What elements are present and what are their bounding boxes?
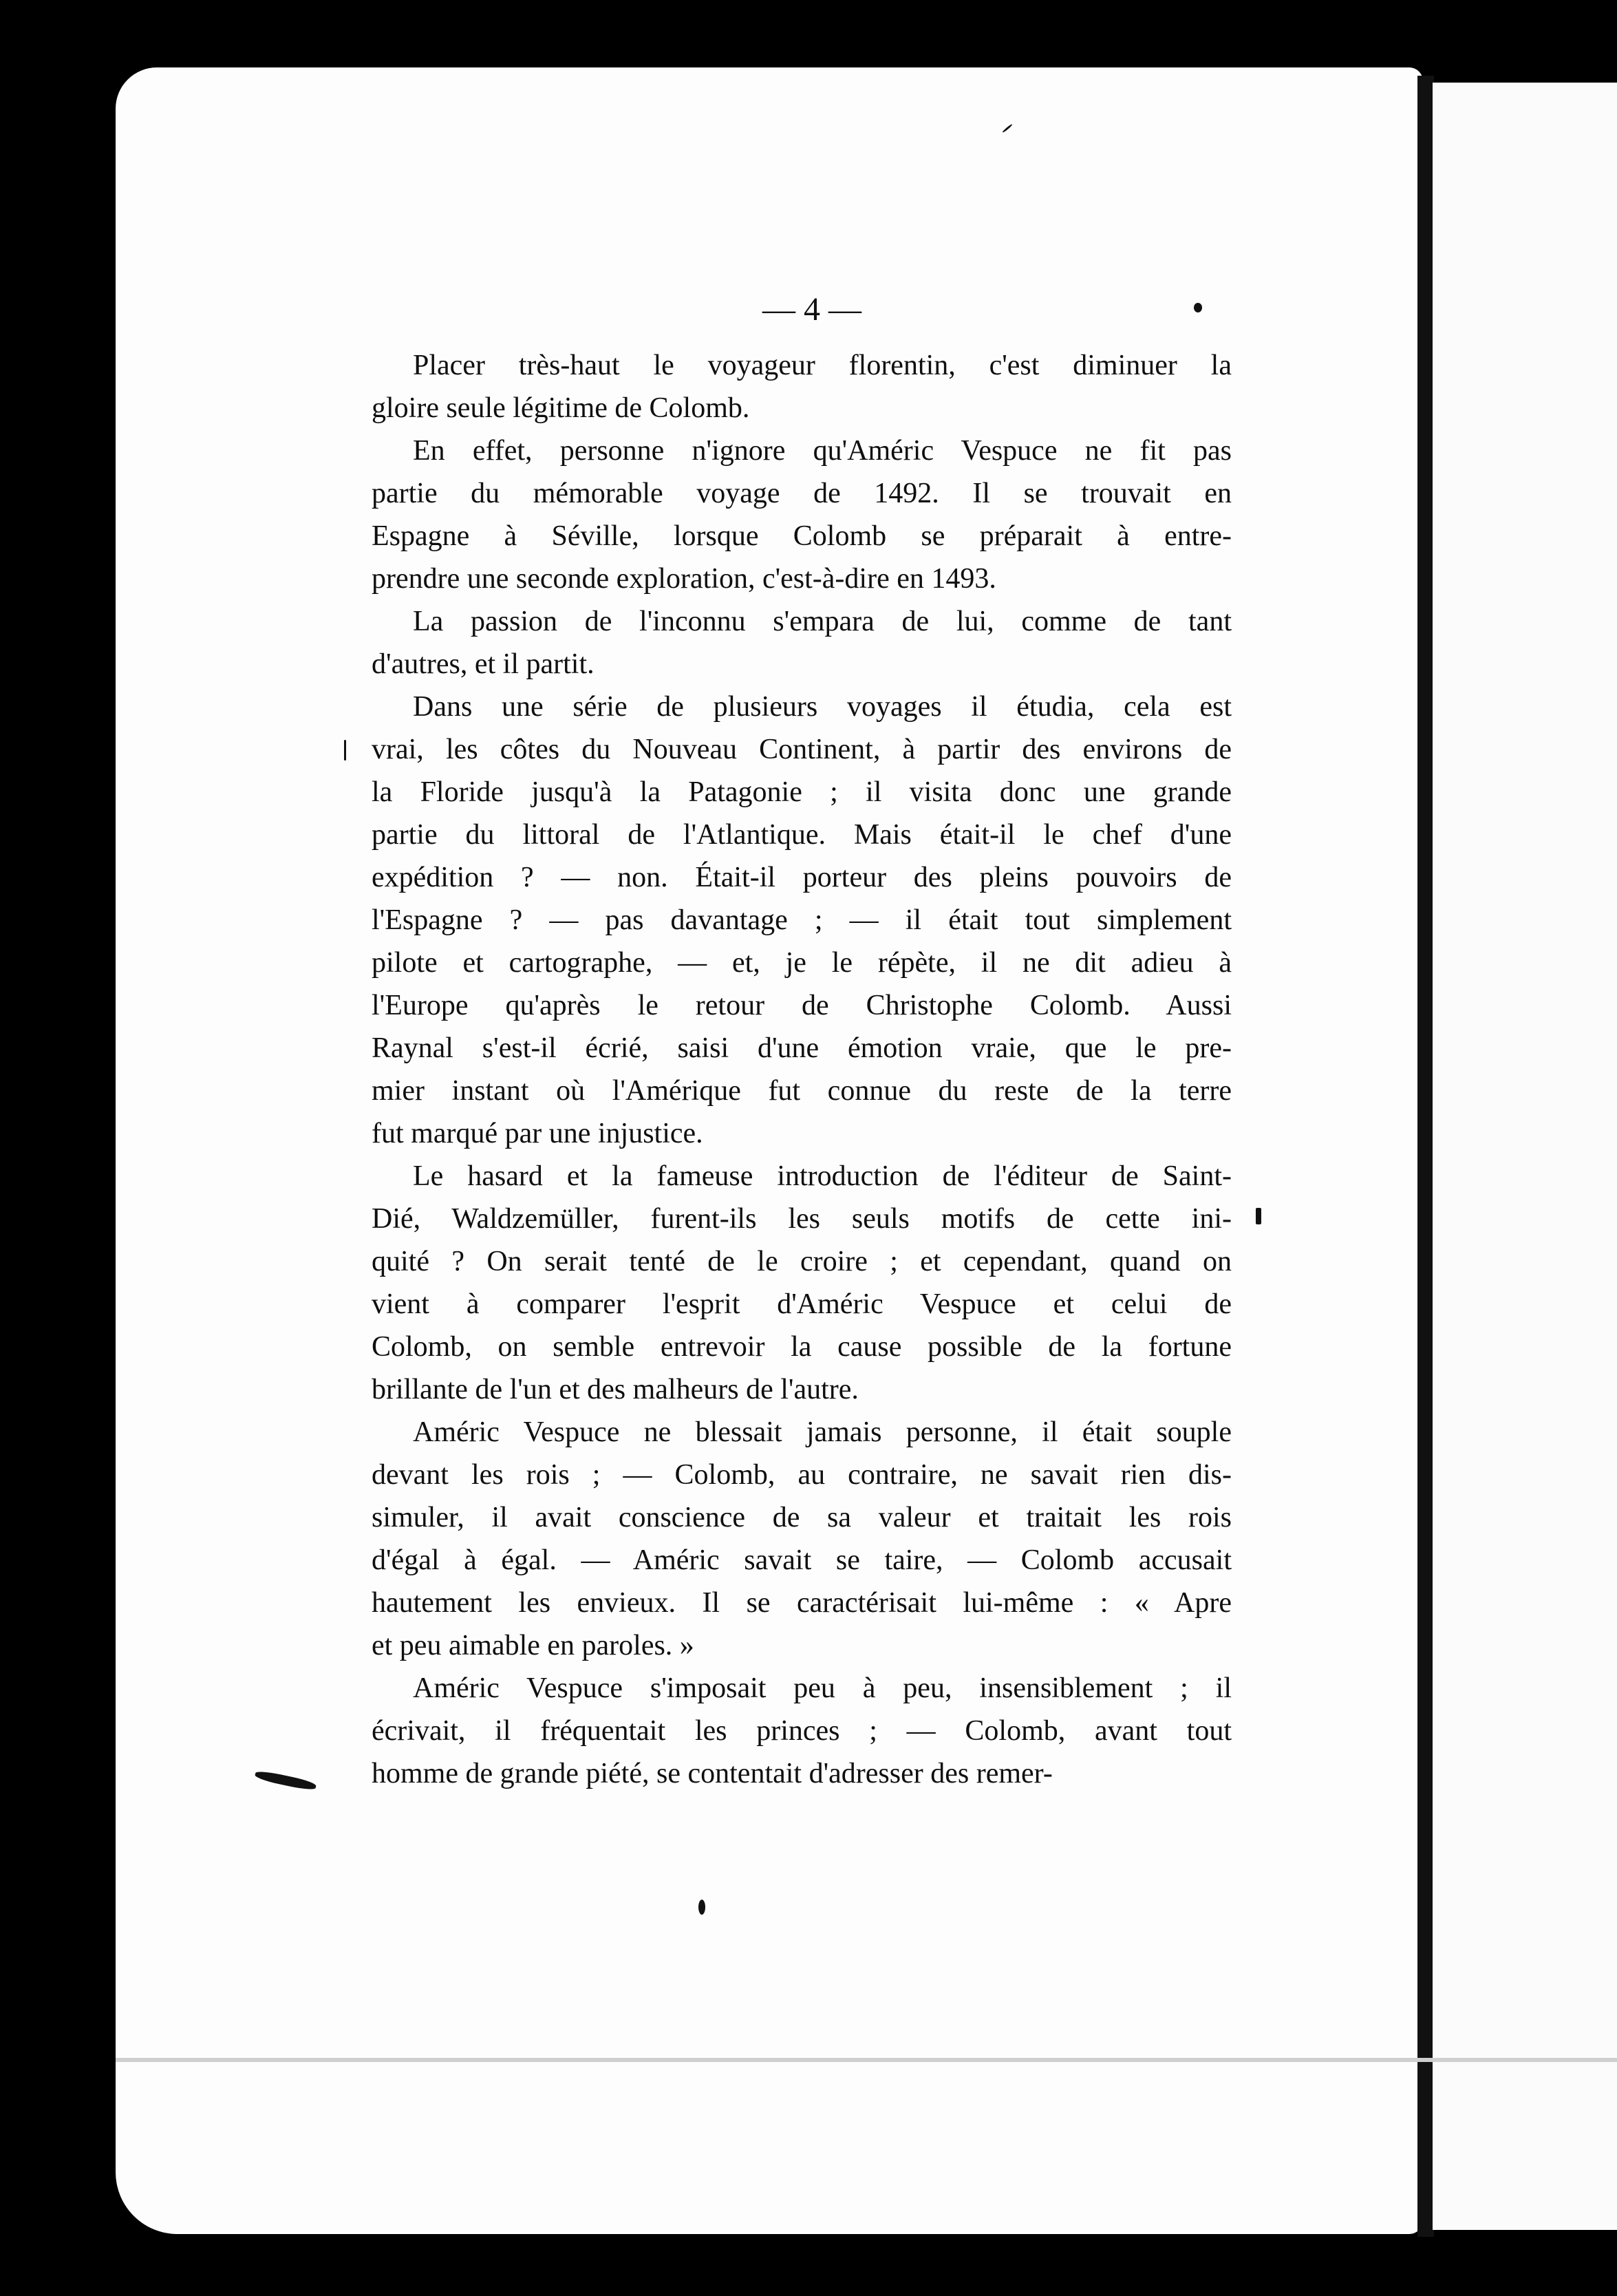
paragraph — [372, 1155, 1232, 1411]
text-line: prendre une seconde exploration, c'est-à-dire en 1493. — [372, 563, 996, 595]
text-line: et peu aimable en paroles. » — [372, 1630, 694, 1661]
text-line: Améric Vespuce ne blessait jamais personne, il était souple — [413, 1416, 1232, 1448]
text-line: gloire seule légitime de Colomb. — [372, 392, 750, 424]
text-line: d'égal à égal. — Améric savait se taire, — Colomb accusait — [372, 1544, 1232, 1576]
facing-page-edge — [1433, 83, 1617, 2230]
paragraph — [372, 1411, 1232, 1667]
text-line: Dié, Waldzemüller, furent-ils les seuls motifs de cette ini- — [372, 1203, 1232, 1235]
text-line: Le hasard et la fameuse introduction de l'éditeur de Saint- — [413, 1160, 1232, 1192]
text-line: Améric Vespuce s'imposait peu à peu, insensiblement ; il — [413, 1672, 1232, 1704]
text-line: Dans une série de plusieurs voyages il étudia, cela est — [413, 691, 1232, 723]
scan-speck — [344, 740, 346, 761]
text-line: devant les rois ; — Colomb, au contraire, ne savait rien dis- — [372, 1459, 1232, 1491]
text-line: d'autres, et il partit. — [372, 648, 595, 680]
scan-speck — [698, 1900, 705, 1915]
page-bottom-edge — [116, 2058, 1617, 2062]
text-line: fut marqué par une injustice. — [372, 1118, 703, 1149]
text-line: l'Europe qu'après le retour de Christophe Colomb. Aussi — [372, 990, 1232, 1021]
paragraph — [372, 685, 1232, 1155]
text-line: Raynal s'est-il écrié, saisi d'une émotion vraie, que le pre- — [372, 1032, 1232, 1064]
text-line: vrai, les côtes du Nouveau Continent, à partir des environs de — [372, 734, 1232, 765]
text-line: écrivait, il fréquentait les princes ; — Colomb, avant tout — [372, 1715, 1232, 1747]
text-line: partie du mémorable voyage de 1492. Il se trouvait en — [372, 478, 1232, 509]
text-line: expédition ? — non. Était-il porteur des pleins pouvoirs de — [372, 862, 1232, 893]
text-line: la Floride jusqu'à la Patagonie ; il visita donc une grande — [372, 776, 1232, 808]
text-line: Placer très-haut le voyageur florentin, c'est diminuer la — [413, 350, 1232, 381]
page-number: — 4 — — [762, 291, 861, 328]
paragraph — [372, 1667, 1232, 1795]
paragraph — [372, 429, 1232, 600]
text-line: Espagne à Séville, lorsque Colomb se préparait à entre- — [372, 520, 1232, 552]
text-line: homme de grande piété, se contentait d'adresser des remer- — [372, 1758, 1053, 1789]
scan-speck — [1256, 1208, 1261, 1224]
text-line: partie du littoral de l'Atlantique. Mais était-il le chef d'une — [372, 819, 1232, 851]
scan-speck — [1194, 303, 1202, 312]
text-line: La passion de l'inconnu s'empara de lui, comme de tant — [413, 606, 1232, 637]
text-line: En effet, personne n'ignore qu'Améric Vespuce ne fit pas — [413, 435, 1232, 467]
text-line: Colomb, on semble entrevoir la cause possible de la fortune — [372, 1331, 1232, 1363]
text-line: vient à comparer l'esprit d'Améric Vespuce et celui de — [372, 1288, 1232, 1320]
text-line: hautement les envieux. Il se caractérisait lui-même : « Apre — [372, 1587, 1232, 1619]
text-line: brillante de l'un et des malheurs de l'autre. — [372, 1374, 859, 1405]
paragraph — [372, 344, 1232, 429]
text-line: l'Espagne ? — pas davantage ; — il était tout simplement — [372, 904, 1232, 936]
text-line: simuler, il avait conscience de sa valeur et traitait les rois — [372, 1502, 1232, 1533]
paragraph — [372, 600, 1232, 685]
text-line: mier instant où l'Amérique fut connue du reste de la terre — [372, 1075, 1232, 1107]
text-line: quité ? On serait tenté de le croire ; et cependant, quand on — [372, 1246, 1232, 1277]
text-line: pilote et cartographe, — et, je le répète, il ne dit adieu à — [372, 947, 1232, 979]
body-text — [372, 344, 1232, 1845]
book-gutter — [1417, 76, 1434, 2237]
